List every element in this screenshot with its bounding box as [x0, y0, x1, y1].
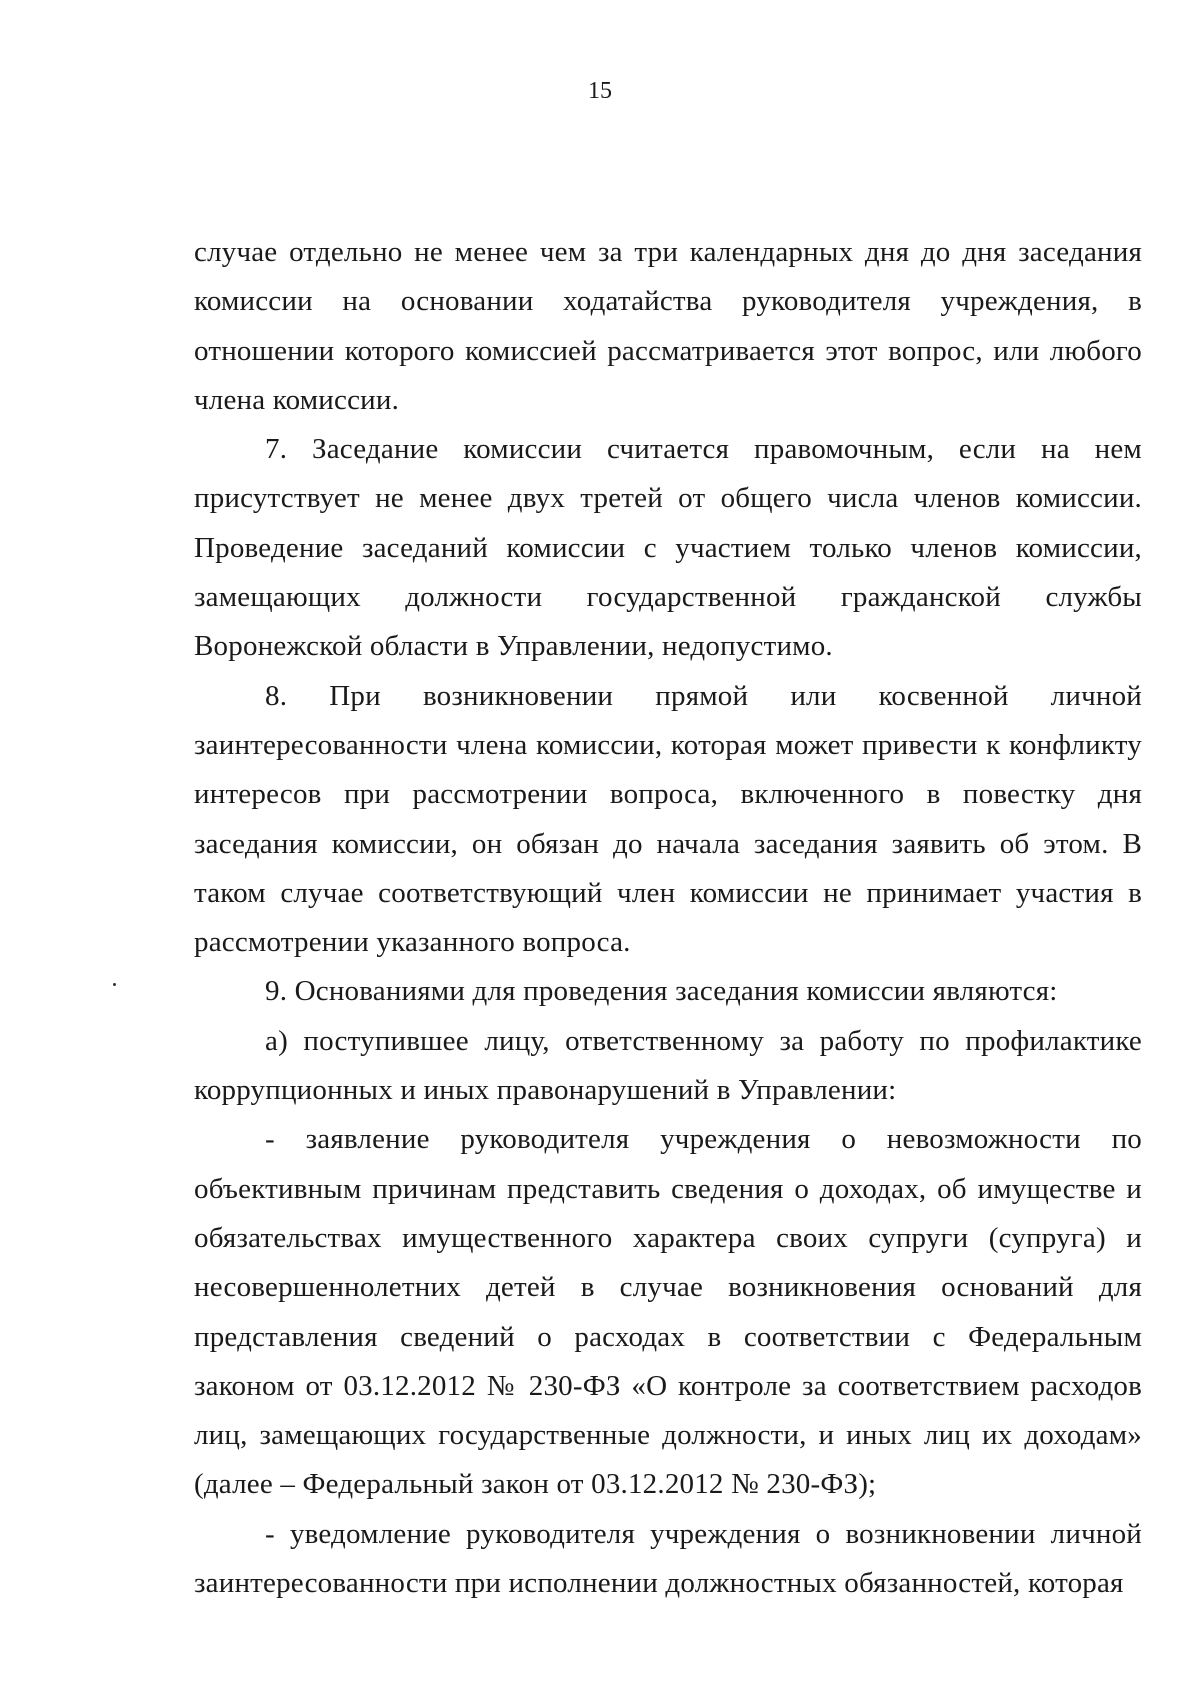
paragraph-subitem-a: а) поступившее лицу, ответственному за работу по профилактике коррупционных и иных правонарушений в Управлении:	[194, 1024, 1142, 1107]
paragraph-item-9: 9. Основаниями для проведения заседания комиссии являются:	[265, 975, 1058, 1008]
paragraph-bullet-statement: - заявление руководителя учреждения о невозможности по объективным причинам представить сведения о доходах, об имуществе и обязательствах имущественного характера своих супруги (супруга) и несовершеннолетних детей в случае возникновения оснований для представления сведений о расходах в соответствии с Федеральным законом от 03.12.2012 № 230-ФЗ «О контроле за соответствием расходов лиц, замещающих государственные должности, и иных лиц их доходам» (далее – Федеральный закон от 03.12.2012 № 230-ФЗ);	[194, 1123, 1142, 1501]
paragraph-item-8: 8. При возникновении прямой или косвенной личной заинтересованности члена комиссии, которая может привести к конфликту интересов при рассмотрении вопроса, включенного в повестку дня заседания комиссии, он обязан до начала заседания заявить об этом. В таком случае соответствующий член комиссии не принимает участия в рассмотрении указанного вопроса.	[194, 679, 1142, 959]
paragraph-bullet-notification: - уведомление руководителя учреждения о возникновении личной заинтересованности при исполнении должностных обязанностей, которая	[194, 1517, 1142, 1600]
paragraph-item-7: 7. Заседание комиссии считается правомочным, если на нем присутствует не менее двух третей от общего числа членов комиссии. Проведение заседаний комиссии с участием только членов комиссии, замещающих должности государственной гражданской службы Воронежской области в Управлении, недопустимо.	[194, 433, 1142, 663]
page-number: 15	[588, 78, 612, 104]
document-body	[194, 228, 1142, 1608]
scan-speck	[113, 983, 116, 986]
paragraph-continuation: случае отдельно не менее чем за три календарных дня до дня заседания комиссии на основании ходатайства руководителя учреждения, в отношении которого комиссией рассматривается этот вопрос, или любого члена комиссии.	[194, 236, 1142, 416]
